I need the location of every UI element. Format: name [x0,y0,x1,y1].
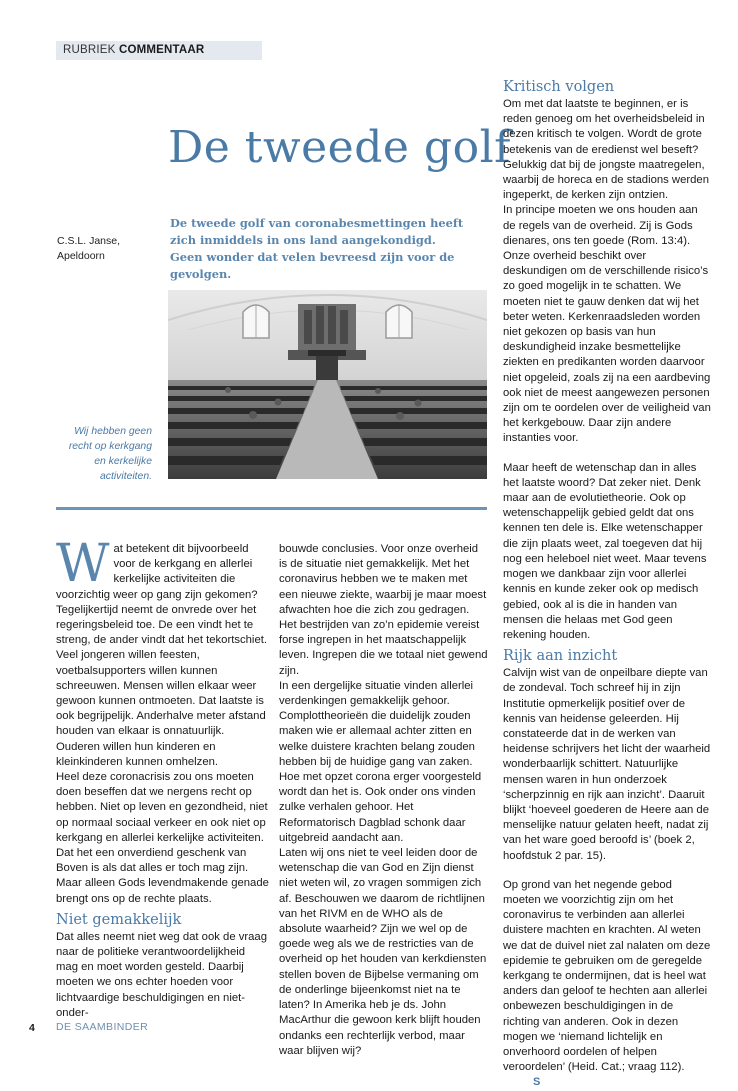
author-block [57,234,120,264]
author-name: C.S.L. Janse, [57,235,121,247]
paragraph: Calvijn wist van de onpeilbare diepte van de zondeval. Toch schreef hij in zijn Institutie opmerkelijk positief over de kennis van heidense geleerden. Hij constateerde dat in de werken van heidense schrijvers het licht der waarheid wonderbaarlijk schittert. Natuurlijke mensen waren in hun onderzoek ‘scherpzinnig en rijk aan inzicht’. Daaruit blijkt ‘hoeveel goederen de Heere aan de menselijke natuur gelaten heeft, nadat zij van het ware goed beroofd is’ (boek 2, hoofdstuk 2 par. 15). [503,667,711,862]
article-title: De tweede golf [168,122,511,173]
photo-caption: Wij hebben geen recht op kerkgang en kerkelijke activiteiten. [68,426,152,482]
paragraph: In een dergelijke situatie vinden allerlei verdenkingen gemakkelijk gehoor. Complottheorieën die duidelijk zouden maken wie er allemaal achter zitten en welke duistere krachten belang zouden hebben bij de huidige gang van zaken. Hoe met opzet corona erger voorgesteld wordt dan het is. Ook onder ons vinden zulke verhalen gehoor. Het Reformatorisch Dagblad schonk daar uitgebreid aandacht aan. [279,679,482,844]
subheading: Niet gemakkelijk [56,911,182,928]
paragraph: Op grond van het negende gebod moeten we voorzichtig zijn om het coronavirus te verbinden aan allerlei duistere machten en krachten. Al weten we dat de duivel niet zal nalaten om deze epidemie te gebruiken om de geregelde kerkgang te ondermijnen, dat is heel wat anders dan geloof te hechten aan allerlei onbewezen beschuldigingen in de richting van anderen. Ook in dezen mogen we ‘niemand lichtelijk en onverhoord oordelen of helpen veroordelen’ (Heid. Cat.; vraag 112).S [503,878,711,1091]
paragraph: In principe moeten we ons houden aan de regels van de overheid. Zij is Gods dienares, ons ten goede (Rom. 13:4). Onze overheid beschikt over deskundigen om de verschillende risico’s zo goed mogelijk in te schatten. We moeten niet te gauw denken dat wij het beter weten. Kerkenraadsleden worden niet gekozen op basis van hun deskundigheid inzake besmettelijke ziekten en predikanten worden daarvoor niet opgeleid, zoals zij na een aardbeving ook niet de meest aangewezen personen zijn om te oordelen over de veiligheid van het kerkgebouw. Daar zijn andere instanties voor. [503,204,711,445]
subheading: Rijk aan inzicht [503,648,618,665]
paragraph: Om met dat laatste te beginnen, er is reden genoeg om het overheidsbeleid in dezen kritisch te volgen. Wordt de grote betekenis van de eredienst wel beseft? Gelukkig dat bij de jongste maatregelen, waarbij de horeca en de stadions werden ingeperkt, de kerken zijn ontzien. [503,98,709,202]
paragraph: Dat alles neemt niet weg dat ook de vraag naar de politieke verantwoordelijkheid mag en moet worden gesteld. Daarbij moeten we ons echter hoeden voor lichtvaardige beschuldigingen en niet-onder- [56,930,268,1019]
page-number: 4 [29,1022,35,1034]
article-lead: De tweede golf van coronabesmettingen heeft zich inmiddels in ons land aangekondigd. Geen wonder dat velen bevreesd zijn voor de gevolgen. [170,216,464,281]
section-name: COMMENTAAR [118,44,205,56]
paragraph: Heel deze coronacrisis zou ons moeten doen beseffen dat we nergens recht op hebben. Niet op leven en gezondheid, niet op normaal sociaal verkeer en ook niet op kerkgang en allerlei kerkelijke activiteiten. Dat het een onverdiend geschenk van Boven is als dat alles er toch mag zijn. Maar alleen Gods levendmakende genade brengt ons op de rechte plaats. [56,771,269,905]
body-column-2 [279,542,488,1059]
section-label [56,41,262,60]
paragraph: Maar heeft de wetenschap dan in alles het laatste woord? Dat zeker niet. Denk maar aan de evolutietheorie. Ook op wetenschappelijk gebied geldt dat ons kennen ten dele is. Elke wetenschapper die zijn plaats weet, zal toegeven dat hij nog een heleboel niet weet. Maar tevens mogen we dankbaar zijn voor allerlei kennis en kunde zeker ook op medisch gebied, ook al is die in handen van mensen die helaas met God geen rekening houden. [503,461,707,641]
end-mark-icon: S [533,1076,541,1089]
author-place: Apeldoorn [57,250,105,262]
drop-cap: W [56,534,110,594]
paragraph: Wat betekent dit bijvoorbeeld voor de kerkgang en allerlei kerkelijke activiteiten die voorzichtig weer op gang zijn gekomen? Tegelijkertijd neemt de onvrede over het regeringsbeleid toe. De een vindt het te streng, de ander vindt dat het tekortschiet. Veel jongeren willen feesten, voetbalsupporters willen kunnen schreeuwen. Mensen willen elkaar weer gewoon kunnen ontmoeten. Dat laatste is ook begrijpelijk. Anderhalve meter afstand houden van elkaar is onnatuurlijk. Ouderen willen hun kinderen en kleinkinderen kunnen omhelzen. [56,534,268,768]
body-column-3 [503,78,711,1091]
body-column-1 [56,534,270,1021]
section-prefix: RUBRIEK [63,44,116,56]
magazine-name: DE SAAMBINDER [56,1021,149,1033]
section-divider [56,507,487,510]
paragraph: bouwde conclusies. Voor onze overheid is de situatie niet gemakkelijk. Met het coronavirus hebben we te maken met een nieuwe ziekte, waarbij je maar moest afwachten hoe die zich zou gedragen. Het bestrijden van zo’n epidemie vereist forse ingrepen in het maatschappelijk leven. Ingrepen die we totaal niet gewend zijn. [279,543,488,677]
church-interior-photo [168,290,487,479]
subheading: Kritisch volgen [503,79,615,95]
paragraph: Laten wij ons niet te veel leiden door de wetenschap die van God en Zijn dienst niet weten wil, zo vragen sommigen zich af. Beschouwen we daarom de richtlijnen van het RIVM en de WHO als de absolute waarheid? Zijn we wel op de goede weg als we de restricties van de overheid op het houden van kerkdiensten stellen boven de Bijbelse vermaning om de onderlinge bijeenkomst niet na te laten? In Amerika heb je ds. John MacArthur die gewoon kerk blijft houden ondanks een rechterlijk verbod, maar waar blijven wij? [279,847,487,1057]
